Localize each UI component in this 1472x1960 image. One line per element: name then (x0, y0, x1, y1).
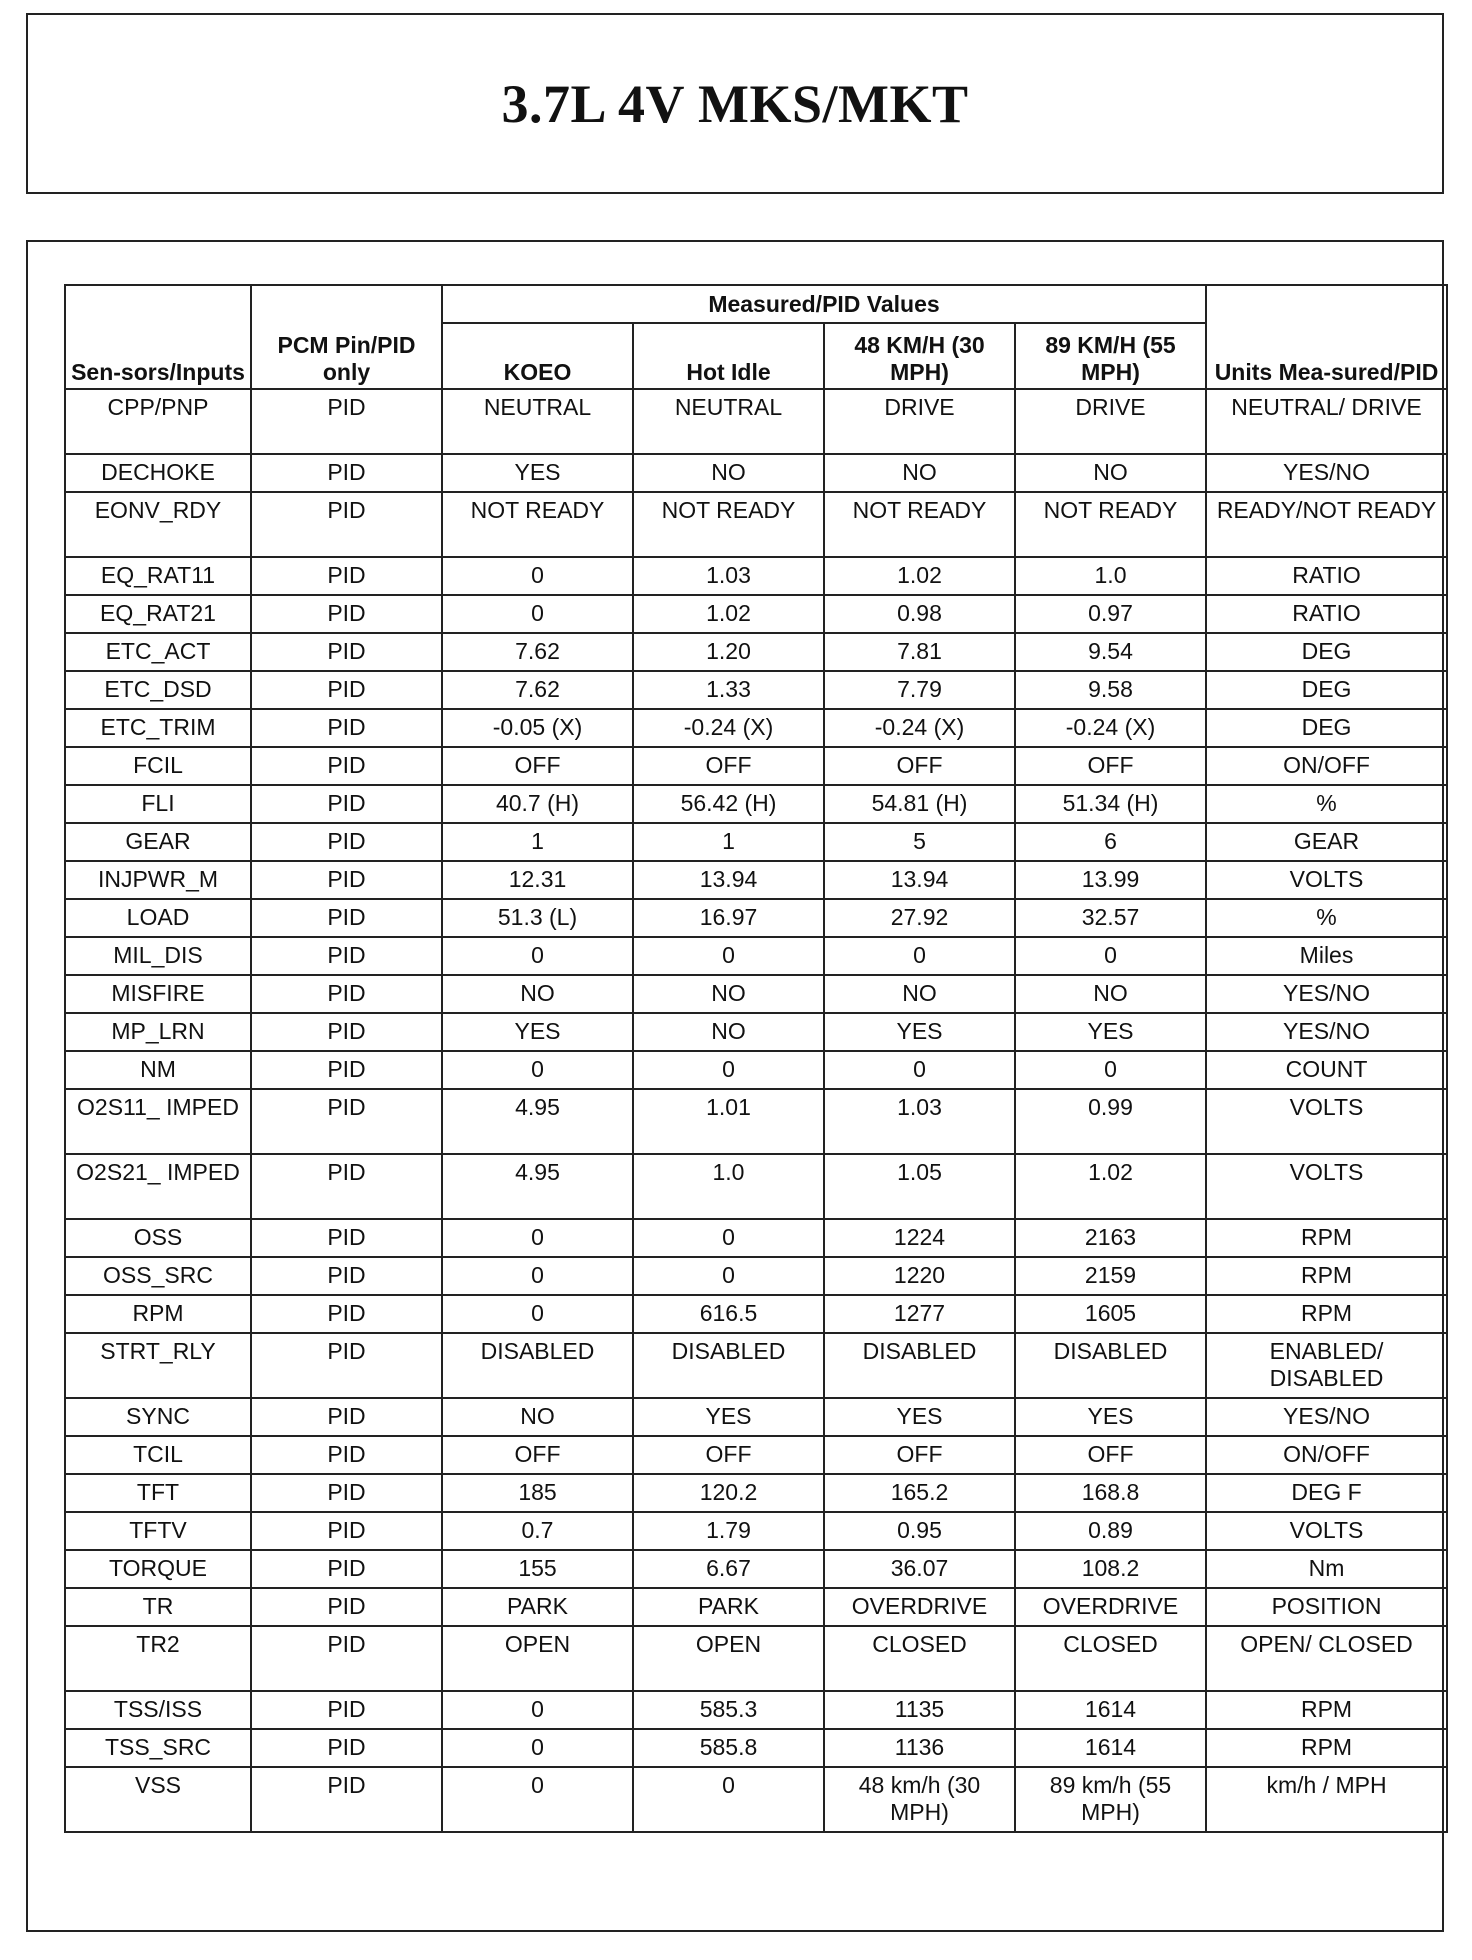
cell-koeo: -0.05 (X) (442, 709, 633, 747)
cell-pcm: PID (251, 595, 442, 633)
cell-48-kmh: 54.81 (H) (824, 785, 1015, 823)
cell-89-kmh: YES (1015, 1013, 1206, 1051)
cell-89-kmh: DISABLED (1015, 1333, 1206, 1398)
cell-89-kmh: -0.24 (X) (1015, 709, 1206, 747)
cell-pcm: PID (251, 975, 442, 1013)
cell-48-kmh: 7.81 (824, 633, 1015, 671)
table-row (65, 1089, 1447, 1154)
cell-units: YES/NO (1206, 454, 1447, 492)
page-title: 3.7L 4V MKS/MKT (501, 73, 969, 134)
cell-48-kmh: OFF (824, 1436, 1015, 1474)
header-koeo: KOEO (442, 323, 633, 389)
cell-89-kmh: 0 (1015, 937, 1206, 975)
cell-48-kmh: 1136 (824, 1729, 1015, 1767)
cell-pcm: PID (251, 899, 442, 937)
cell-89-kmh: 0.99 (1015, 1089, 1206, 1154)
cell-sensor: ETC_ACT (65, 633, 251, 671)
cell-pcm: PID (251, 557, 442, 595)
table-row (65, 1474, 1447, 1512)
cell-sensor: FCIL (65, 747, 251, 785)
cell-units: % (1206, 899, 1447, 937)
cell-hot-idle: 0 (633, 1767, 824, 1832)
cell-sensor: O2S21_ IMPED (65, 1154, 251, 1219)
table-row (65, 861, 1447, 899)
cell-units: ON/OFF (1206, 747, 1447, 785)
cell-89-kmh: 1605 (1015, 1295, 1206, 1333)
table-row (65, 785, 1447, 823)
cell-units: ON/OFF (1206, 1436, 1447, 1474)
cell-hot-idle: 0 (633, 1051, 824, 1089)
cell-hot-idle: OFF (633, 747, 824, 785)
cell-hot-idle: NO (633, 975, 824, 1013)
cell-pcm: PID (251, 1767, 442, 1832)
cell-48-kmh: DRIVE (824, 389, 1015, 454)
header-hot-idle: Hot Idle (633, 323, 824, 389)
cell-koeo: 12.31 (442, 861, 633, 899)
table-row (65, 1219, 1447, 1257)
cell-sensor: INJPWR_M (65, 861, 251, 899)
table-row (65, 557, 1447, 595)
cell-pcm: PID (251, 492, 442, 557)
cell-89-kmh: 108.2 (1015, 1550, 1206, 1588)
header-48-kmh: 48 KM/H (30 MPH) (824, 323, 1015, 389)
cell-hot-idle: 0 (633, 937, 824, 975)
cell-sensor: MIL_DIS (65, 937, 251, 975)
cell-89-kmh: YES (1015, 1398, 1206, 1436)
cell-units: RATIO (1206, 595, 1447, 633)
cell-sensor: TCIL (65, 1436, 251, 1474)
cell-48-kmh: NOT READY (824, 492, 1015, 557)
cell-pcm: PID (251, 1474, 442, 1512)
cell-pcm: PID (251, 785, 442, 823)
header-89-kmh: 89 KM/H (55 MPH) (1015, 323, 1206, 389)
cell-89-kmh: DRIVE (1015, 389, 1206, 454)
table-row (65, 454, 1447, 492)
cell-koeo: DISABLED (442, 1333, 633, 1398)
cell-units: VOLTS (1206, 861, 1447, 899)
pid-values-table (64, 284, 1448, 1833)
table-row (65, 492, 1447, 557)
cell-hot-idle: OPEN (633, 1626, 824, 1691)
cell-hot-idle: 0 (633, 1257, 824, 1295)
cell-hot-idle: NEUTRAL (633, 389, 824, 454)
cell-hot-idle: 13.94 (633, 861, 824, 899)
cell-48-kmh: 7.79 (824, 671, 1015, 709)
table-row (65, 1588, 1447, 1626)
cell-89-kmh: NOT READY (1015, 492, 1206, 557)
cell-hot-idle: 1.02 (633, 595, 824, 633)
cell-koeo: 185 (442, 1474, 633, 1512)
table-row (65, 747, 1447, 785)
cell-pcm: PID (251, 1729, 442, 1767)
cell-units: GEAR (1206, 823, 1447, 861)
table-row (65, 595, 1447, 633)
cell-units: RATIO (1206, 557, 1447, 595)
cell-hot-idle: 120.2 (633, 1474, 824, 1512)
cell-hot-idle: 0 (633, 1219, 824, 1257)
cell-koeo: 7.62 (442, 633, 633, 671)
cell-89-kmh: NO (1015, 975, 1206, 1013)
cell-koeo: 0 (442, 1691, 633, 1729)
cell-sensor: OSS (65, 1219, 251, 1257)
cell-sensor: ETC_DSD (65, 671, 251, 709)
cell-48-kmh: 13.94 (824, 861, 1015, 899)
table-row (65, 1398, 1447, 1436)
cell-48-kmh: OFF (824, 747, 1015, 785)
cell-sensor: MISFIRE (65, 975, 251, 1013)
cell-hot-idle: YES (633, 1398, 824, 1436)
cell-koeo: 51.3 (L) (442, 899, 633, 937)
table-row (65, 1013, 1447, 1051)
cell-units: VOLTS (1206, 1154, 1447, 1219)
cell-units: VOLTS (1206, 1512, 1447, 1550)
cell-hot-idle: 1 (633, 823, 824, 861)
cell-koeo: 0 (442, 1295, 633, 1333)
cell-pcm: PID (251, 861, 442, 899)
cell-sensor: CPP/PNP (65, 389, 251, 454)
cell-48-kmh: 0.95 (824, 1512, 1015, 1550)
cell-units: DEG (1206, 671, 1447, 709)
cell-units: % (1206, 785, 1447, 823)
cell-48-kmh: 1.02 (824, 557, 1015, 595)
cell-units: RPM (1206, 1729, 1447, 1767)
cell-48-kmh: 165.2 (824, 1474, 1015, 1512)
cell-sensor: TSS_SRC (65, 1729, 251, 1767)
cell-koeo: NO (442, 1398, 633, 1436)
cell-units: COUNT (1206, 1051, 1447, 1089)
cell-units: POSITION (1206, 1588, 1447, 1626)
cell-units: ENABLED/ DISABLED (1206, 1333, 1447, 1398)
cell-48-kmh: CLOSED (824, 1626, 1015, 1691)
cell-89-kmh: OFF (1015, 747, 1206, 785)
cell-pcm: PID (251, 747, 442, 785)
cell-sensor: ETC_TRIM (65, 709, 251, 747)
cell-48-kmh: 1.05 (824, 1154, 1015, 1219)
cell-89-kmh: 9.54 (1015, 633, 1206, 671)
cell-koeo: NEUTRAL (442, 389, 633, 454)
cell-hot-idle: 6.67 (633, 1550, 824, 1588)
cell-sensor: TSS/ISS (65, 1691, 251, 1729)
cell-sensor: O2S11_ IMPED (65, 1089, 251, 1154)
cell-sensor: TR (65, 1588, 251, 1626)
cell-89-kmh: 1.0 (1015, 557, 1206, 595)
cell-48-kmh: 5 (824, 823, 1015, 861)
cell-pcm: PID (251, 1013, 442, 1051)
cell-sensor: RPM (65, 1295, 251, 1333)
cell-units: RPM (1206, 1219, 1447, 1257)
cell-48-kmh: DISABLED (824, 1333, 1015, 1398)
table-row (65, 1729, 1447, 1767)
cell-89-kmh: 0.89 (1015, 1512, 1206, 1550)
cell-sensor: SYNC (65, 1398, 251, 1436)
cell-koeo: YES (442, 454, 633, 492)
table-row (65, 1257, 1447, 1295)
cell-48-kmh: 0.98 (824, 595, 1015, 633)
table-row (65, 899, 1447, 937)
cell-48-kmh: -0.24 (X) (824, 709, 1015, 747)
cell-koeo: 155 (442, 1550, 633, 1588)
cell-pcm: PID (251, 1257, 442, 1295)
cell-48-kmh: 36.07 (824, 1550, 1015, 1588)
cell-48-kmh: 1224 (824, 1219, 1015, 1257)
cell-89-kmh: 6 (1015, 823, 1206, 861)
table-row (65, 1767, 1447, 1832)
cell-koeo: NOT READY (442, 492, 633, 557)
cell-hot-idle: NO (633, 454, 824, 492)
cell-units: YES/NO (1206, 975, 1447, 1013)
cell-koeo: OPEN (442, 1626, 633, 1691)
cell-sensor: STRT_RLY (65, 1333, 251, 1398)
cell-koeo: 1 (442, 823, 633, 861)
cell-hot-idle: NO (633, 1013, 824, 1051)
cell-koeo: 0 (442, 595, 633, 633)
cell-koeo: YES (442, 1013, 633, 1051)
table-row (65, 1436, 1447, 1474)
table-row (65, 389, 1447, 454)
cell-89-kmh: 0.97 (1015, 595, 1206, 633)
cell-pcm: PID (251, 389, 442, 454)
table-row (65, 1154, 1447, 1219)
cell-sensor: TORQUE (65, 1550, 251, 1588)
cell-pcm: PID (251, 1219, 442, 1257)
cell-sensor: GEAR (65, 823, 251, 861)
table-frame (26, 240, 1444, 1932)
cell-sensor: EONV_RDY (65, 492, 251, 557)
cell-units: Nm (1206, 1550, 1447, 1588)
cell-sensor: EQ_RAT11 (65, 557, 251, 595)
cell-89-kmh: 2159 (1015, 1257, 1206, 1295)
cell-hot-idle: -0.24 (X) (633, 709, 824, 747)
cell-pcm: PID (251, 1089, 442, 1154)
cell-89-kmh: OFF (1015, 1436, 1206, 1474)
cell-89-kmh: 9.58 (1015, 671, 1206, 709)
cell-hot-idle: 56.42 (H) (633, 785, 824, 823)
cell-koeo: 4.95 (442, 1089, 633, 1154)
cell-89-kmh: 1614 (1015, 1729, 1206, 1767)
cell-units: VOLTS (1206, 1089, 1447, 1154)
cell-sensor: LOAD (65, 899, 251, 937)
cell-pcm: PID (251, 1588, 442, 1626)
cell-89-kmh: 1614 (1015, 1691, 1206, 1729)
table-row (65, 633, 1447, 671)
cell-koeo: 7.62 (442, 671, 633, 709)
cell-hot-idle: 1.20 (633, 633, 824, 671)
cell-koeo: 0 (442, 557, 633, 595)
table-row (65, 937, 1447, 975)
cell-48-kmh: YES (824, 1013, 1015, 1051)
cell-89-kmh: 32.57 (1015, 899, 1206, 937)
cell-koeo: 40.7 (H) (442, 785, 633, 823)
cell-pcm: PID (251, 454, 442, 492)
cell-pcm: PID (251, 1051, 442, 1089)
cell-hot-idle: 1.33 (633, 671, 824, 709)
cell-48-kmh: NO (824, 975, 1015, 1013)
cell-89-kmh: 2163 (1015, 1219, 1206, 1257)
cell-48-kmh: 48 km/h (30 MPH) (824, 1767, 1015, 1832)
cell-pcm: PID (251, 1295, 442, 1333)
header-pcm-pin-pid: PCM Pin/PID only (251, 285, 442, 389)
cell-koeo: PARK (442, 1588, 633, 1626)
cell-hot-idle: 585.8 (633, 1729, 824, 1767)
cell-48-kmh: YES (824, 1398, 1015, 1436)
table-row (65, 975, 1447, 1013)
cell-koeo: 4.95 (442, 1154, 633, 1219)
cell-89-kmh: CLOSED (1015, 1626, 1206, 1691)
cell-units: YES/NO (1206, 1013, 1447, 1051)
cell-pcm: PID (251, 1691, 442, 1729)
cell-pcm: PID (251, 823, 442, 861)
cell-hot-idle: 1.0 (633, 1154, 824, 1219)
cell-units: km/h / MPH (1206, 1767, 1447, 1832)
cell-sensor: MP_LRN (65, 1013, 251, 1051)
cell-48-kmh: 1.03 (824, 1089, 1015, 1154)
cell-hot-idle: 616.5 (633, 1295, 824, 1333)
table-row (65, 1691, 1447, 1729)
header-units: Units Mea-sured/PID (1206, 285, 1447, 389)
cell-units: Miles (1206, 937, 1447, 975)
cell-sensor: FLI (65, 785, 251, 823)
cell-koeo: NO (442, 975, 633, 1013)
cell-89-kmh: 0 (1015, 1051, 1206, 1089)
cell-sensor: TFT (65, 1474, 251, 1512)
header-sensors-inputs: Sen-sors/Inputs (65, 285, 251, 389)
cell-units: OPEN/ CLOSED (1206, 1626, 1447, 1691)
cell-pcm: PID (251, 1333, 442, 1398)
cell-pcm: PID (251, 1626, 442, 1691)
cell-89-kmh: 1.02 (1015, 1154, 1206, 1219)
cell-pcm: PID (251, 1436, 442, 1474)
cell-sensor: TR2 (65, 1626, 251, 1691)
cell-48-kmh: NO (824, 454, 1015, 492)
cell-units: DEG (1206, 709, 1447, 747)
table-row (65, 1333, 1447, 1398)
cell-hot-idle: NOT READY (633, 492, 824, 557)
cell-89-kmh: 89 km/h (55 MPH) (1015, 1767, 1206, 1832)
cell-89-kmh: 168.8 (1015, 1474, 1206, 1512)
cell-units: YES/NO (1206, 1398, 1447, 1436)
table-row (65, 709, 1447, 747)
cell-koeo: OFF (442, 1436, 633, 1474)
cell-sensor: VSS (65, 1767, 251, 1832)
cell-48-kmh: 1277 (824, 1295, 1015, 1333)
cell-sensor: EQ_RAT21 (65, 595, 251, 633)
cell-pcm: PID (251, 937, 442, 975)
cell-hot-idle: 1.79 (633, 1512, 824, 1550)
cell-koeo: 0 (442, 937, 633, 975)
cell-hot-idle: 1.03 (633, 557, 824, 595)
cell-hot-idle: DISABLED (633, 1333, 824, 1398)
cell-sensor: DECHOKE (65, 454, 251, 492)
header-measured-pid-values: Measured/PID Values (442, 285, 1206, 323)
cell-hot-idle: 16.97 (633, 899, 824, 937)
cell-units: RPM (1206, 1691, 1447, 1729)
table-row (65, 1512, 1447, 1550)
cell-48-kmh: OVERDRIVE (824, 1588, 1015, 1626)
cell-koeo: 0 (442, 1219, 633, 1257)
cell-sensor: NM (65, 1051, 251, 1089)
cell-pcm: PID (251, 1512, 442, 1550)
table-row (65, 823, 1447, 861)
table-row (65, 1051, 1447, 1089)
cell-48-kmh: 1135 (824, 1691, 1015, 1729)
cell-pcm: PID (251, 1398, 442, 1436)
table-row (65, 671, 1447, 709)
cell-units: RPM (1206, 1295, 1447, 1333)
cell-units: DEG F (1206, 1474, 1447, 1512)
cell-units: NEUTRAL/ DRIVE (1206, 389, 1447, 454)
cell-89-kmh: NO (1015, 454, 1206, 492)
table-row (65, 1295, 1447, 1333)
cell-hot-idle: PARK (633, 1588, 824, 1626)
cell-pcm: PID (251, 633, 442, 671)
cell-48-kmh: 0 (824, 1051, 1015, 1089)
table-row (65, 1626, 1447, 1691)
cell-hot-idle: 585.3 (633, 1691, 824, 1729)
cell-48-kmh: 1220 (824, 1257, 1015, 1295)
cell-pcm: PID (251, 709, 442, 747)
cell-koeo: 0 (442, 1257, 633, 1295)
cell-koeo: OFF (442, 747, 633, 785)
cell-89-kmh: OVERDRIVE (1015, 1588, 1206, 1626)
cell-89-kmh: 51.34 (H) (1015, 785, 1206, 823)
cell-koeo: 0 (442, 1767, 633, 1832)
cell-koeo: 0 (442, 1051, 633, 1089)
cell-hot-idle: 1.01 (633, 1089, 824, 1154)
cell-48-kmh: 0 (824, 937, 1015, 975)
cell-pcm: PID (251, 1550, 442, 1588)
cell-sensor: TFTV (65, 1512, 251, 1550)
cell-89-kmh: 13.99 (1015, 861, 1206, 899)
cell-48-kmh: 27.92 (824, 899, 1015, 937)
cell-units: RPM (1206, 1257, 1447, 1295)
cell-koeo: 0 (442, 1729, 633, 1767)
cell-units: READY/NOT READY (1206, 492, 1447, 557)
cell-units: DEG (1206, 633, 1447, 671)
cell-pcm: PID (251, 1154, 442, 1219)
cell-sensor: OSS_SRC (65, 1257, 251, 1295)
table-row (65, 1550, 1447, 1588)
title-box (26, 13, 1444, 194)
cell-koeo: 0.7 (442, 1512, 633, 1550)
cell-hot-idle: OFF (633, 1436, 824, 1474)
cell-pcm: PID (251, 671, 442, 709)
